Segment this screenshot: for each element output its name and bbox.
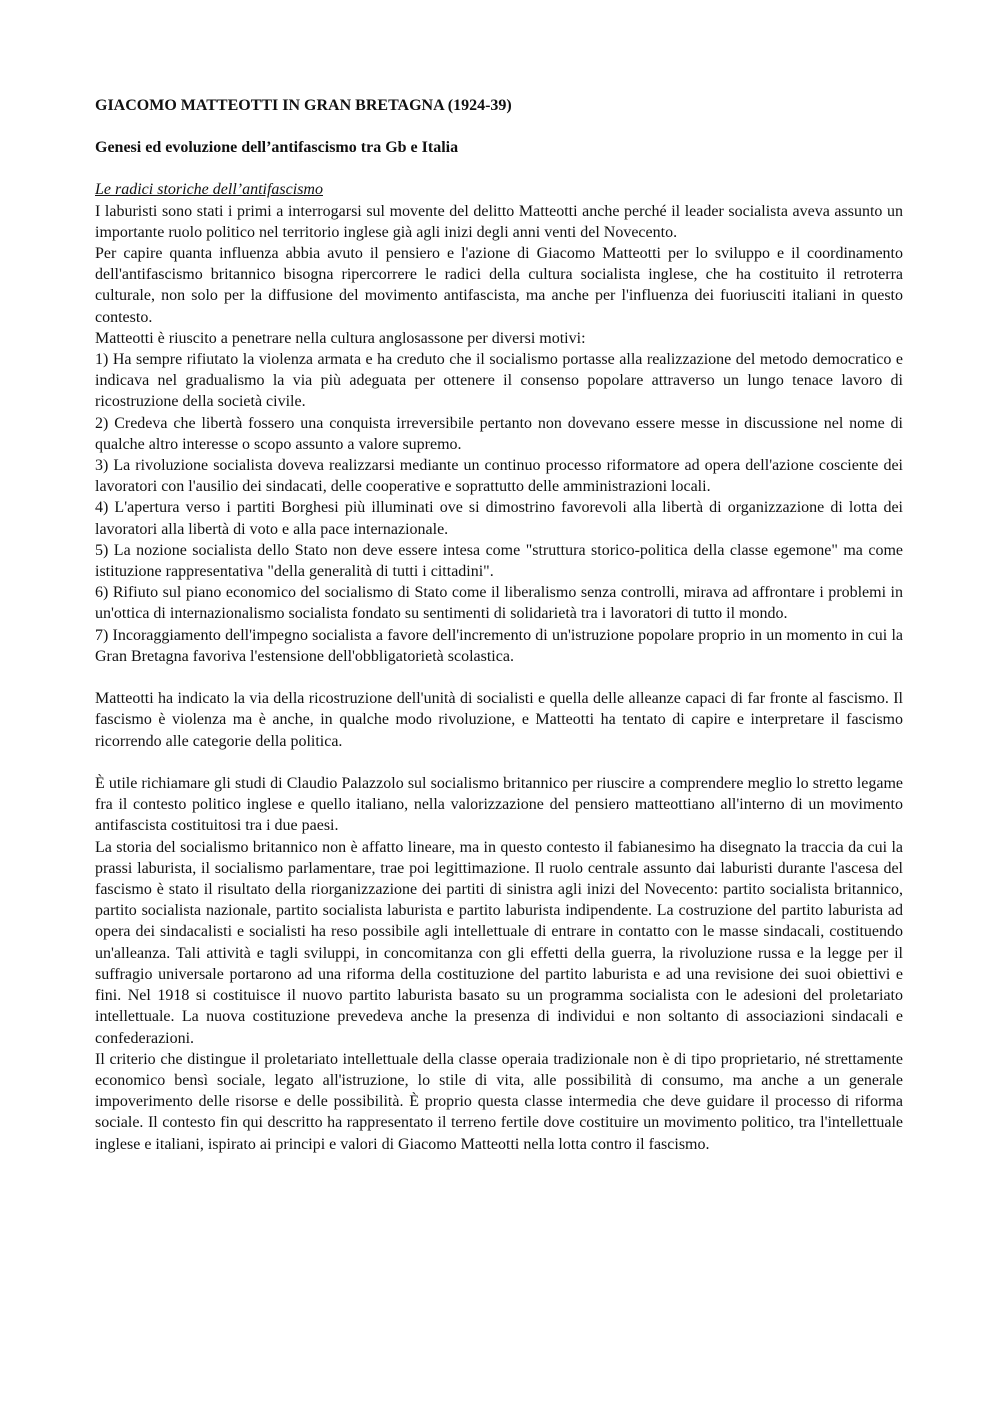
list-item-reason-7: 7) Incoraggiamento dell'impegno socialista a favore dell'incremento di un'istruzione popolare proprio in un momento in cui la Gran Bretagna favoriva l'estensione dell'obbligatorietà scolastica. xyxy=(95,626,903,665)
paragraph-reasons-intro: Matteotti è riuscito a penetrare nella cultura anglosassone per diversi motivi: xyxy=(95,329,586,347)
document-subtitle: Genesi ed evoluzione dell’antifascismo tra Gb e Italia xyxy=(95,139,459,157)
list-item-reason-3: 3) La rivoluzione socialista doveva realizzarsi mediante un continuo processo riformatore ad opera dell'azione cosciente dei lavoratori con l'ausilio dei sindacati, delle cooperative e soprattutto delle amministrazioni locali. xyxy=(95,457,903,496)
paragraph-spacer xyxy=(95,667,903,688)
list-item-reason-1: 1) Ha sempre rifiutato la violenza armata e ha creduto che il socialismo portasse alla realizzazione del metodo democratico e indicava nel gradualismo la via più adeguata per ottenere il consenso popolare attraverso un lungo tenace lavoro di ricostruzione della società civile. xyxy=(95,351,903,411)
paragraph-intro: I laburisti sono stati i primi a interrogarsi sul movente del delitto Matteotti anche perché il leader socialista aveva assunto un importante ruolo politico nel territorio inglese già agli inizi degli anni venti del Novecento. xyxy=(95,202,903,241)
list-item-reason-5: 5) La nozione socialista dello Stato non deve essere intesa come "struttura storico-politica della classe egemone" ma come istituzione rappresentativa "della generalità di tutti i cittadini". xyxy=(95,541,903,581)
paragraph-spacer xyxy=(95,752,903,773)
paragraph-british-socialism: La storia del socialismo britannico non è affatto lineare, ma in questo contesto il fabianesimo ha disegnato la traccia da cui la prassi laburista, il socialismo parlamentare, trae poi legittimazione. Il ruolo centrale assunto dai laburisti durante l'ascesa del fascismo è stato il risultato della riorganizzazione dei partiti di sinistra agli inizi del Novecento: partito socialista britannico, partito socialista nazionale, partito socialista laburista e partito laburista indipendente. La costruzione del partito laburista ad opera dei sindacalisti e socialisti ha reso possibile agli intellettuale di entrare in contatto con le masse sindacali, costituendo un'alleanza. Tali attività e tagli sviluppi, in concomitanza con gli effetti della guerra, la rivoluzione russa e la legge per il suffragio universale portarono ad una riforma della costituzione del partito laburista e ad una revisione dei suoi obiettivi e fini. Nel 1918 si costituisce il nuovo partito laburista basato su un programma socialista con le adesioni del proletariato intellettuale. La nuova costituzione prevedeva anche la presenza di individui e non soltanto di associazioni sindacali e confederazioni. xyxy=(95,838,903,1047)
list-item-reason-6: 6) Rifiuto sul piano economico del socialismo di Stato come il liberalismo senza controlli, mirava ad affrontare i problemi in un'ottica di internazionalismo socialista fondato su sentimenti di solidarietà tra i lavoratori di tutto il mondo. xyxy=(95,584,903,623)
list-item-reason-4: 4) L'apertura verso i partiti Borghesi più illuminati ove si dimostrino favorevoli alla libertà di organizzazione di lotta dei lavoratori alla libertà di voto e alla pace internazionale. xyxy=(95,499,903,538)
document-page xyxy=(95,95,903,1155)
document-title: GIACOMO MATTEOTTI IN GRAN BRETAGNA (1924-39) xyxy=(95,97,512,114)
section-heading: Le radici storiche dell’antifascismo xyxy=(95,181,323,199)
list-item-reason-2: 2) Credeva che libertà fossero una conquista irreversibile pertanto non dovevano essere messe in discussione nel nome di qualche altro interesse o scopo assunto a valore supremo. xyxy=(95,414,903,453)
paragraph-intellectual-proletariat: Il criterio che distingue il proletariato intellettuale della classe operaia tradizionale non è di tipo proprietario, né strettamente economico bensì sociale, legato all'istruzione, lo stile di vita, alle possibilità di consumo, ma anche a un generale impoverimento delle risorse e delle possibilità. È proprio questa classe intermedia che deve guidare il processo di riforma sociale. Il contesto fin qui descritto ha rappresentato il terreno fertile dove costituire un movimento politico, tra l'intellettuale inglese e italiani, ispirato ai principi e valori di Giacomo Matteotti nella lotta contro il fascismo. xyxy=(95,1050,903,1153)
paragraph-palazzolo: È utile richiamare gli studi di Claudio Palazzolo sul socialismo britannico per riuscire a comprendere meglio lo stretto legame fra il contesto politico inglese e quello italiano, nella valorizzazione del pensiero matteottiano all'interno di un movimento antifascista costituitosi tra i due paesi. xyxy=(95,775,903,835)
paragraph-reconstruction: Matteotti ha indicato la via della ricostruzione dell'unità di socialisti e quella delle alleanze capaci di far fronte al fascismo. Il fascismo è violenza ma è anche, in qualche modo rivoluzione, e Matteotti ha tentato di capire e interpretare il fascismo ricorrendo alle categorie della politica. xyxy=(95,690,903,750)
paragraph-influence: Per capire quanta influenza abbia avuto il pensiero e l'azione di Giacomo Matteotti per lo sviluppo e il coordinamento dell'antifascismo britannico bisogna ripercorrere le radici della cultura socialista inglese, che ha costituito il retroterra culturale, non solo per la diffusione del movimento antifascista, ma anche per l'influenza dei fuoriusciti italiani in questo contesto. xyxy=(95,245,903,326)
